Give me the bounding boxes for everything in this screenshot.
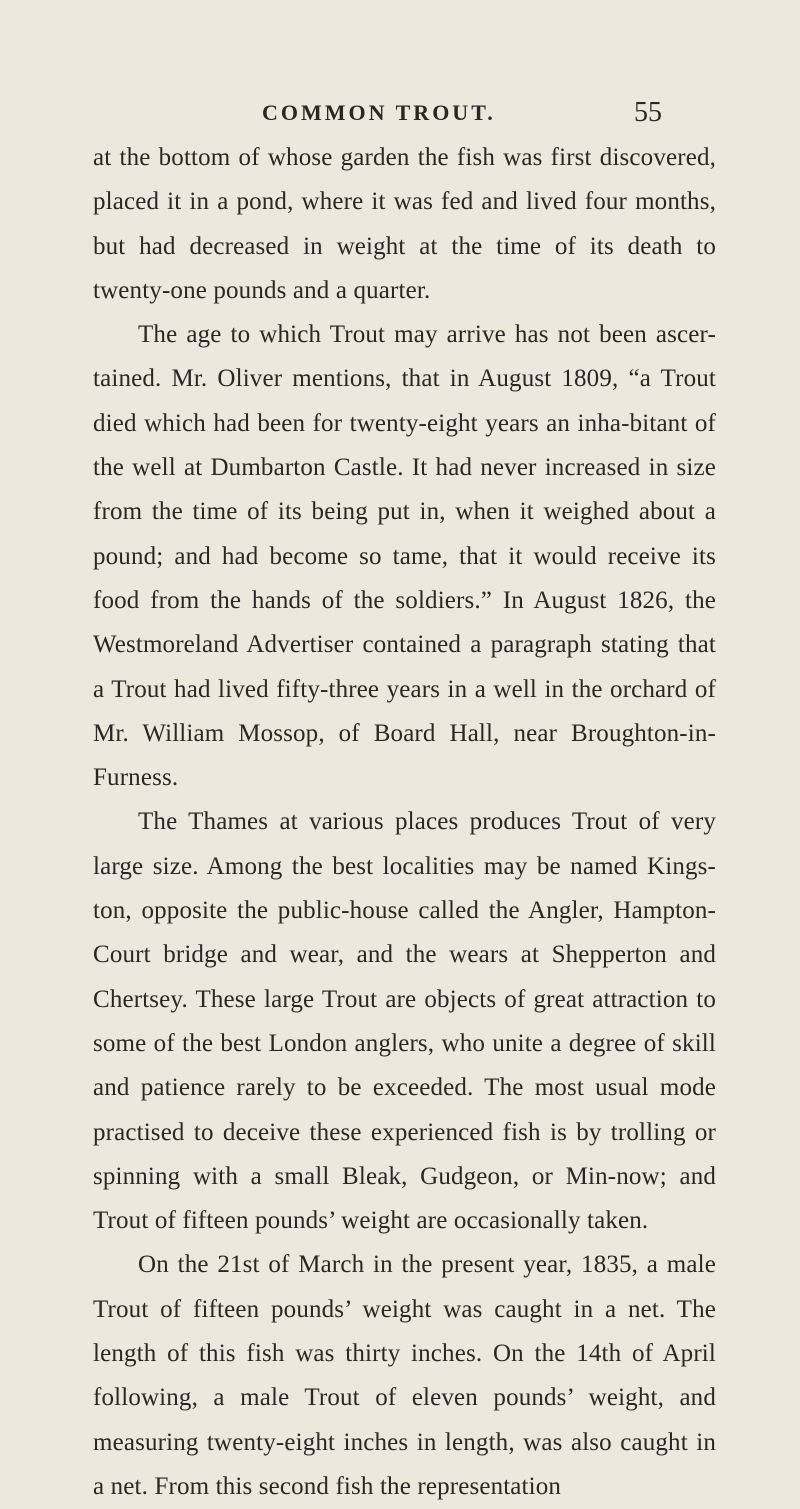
paragraph-trout-age: The age to which Trout may arrive has not been ascer-tained. Mr. Oliver mentions, that in August 1809, “a Trout died which had been for twenty-eight years an inha-bitant of the well at Dumbarton Castle. It had never increased in size from the time of its being put in, when it weighed about a pound; and had become so tame, that it would receive its food from the hands of the soldiers.” In August 1826, the Westmoreland Advertiser contained a paragraph stating that a Trout had lived fifty-three years in a well in the orchard of Mr. William Mossop, of Board Hall, near Broughton-in-Furness. <box>93 321 716 792</box>
page-number: 55 <box>634 97 662 128</box>
paragraph-march-catch: On the 21st of March in the present year, 1835, a male Trout of fifteen pounds’ weight was caught in a net. The length of this fish was thirty inches. On the 14th of April following, a male Trout of eleven pounds’ weight, and measuring twenty-eight inches in length, was also caught in a net. From this second fish the representation <box>93 1251 716 1500</box>
body-text <box>93 136 716 1509</box>
paragraph-thames-trout: The Thames at various places produces Trout of very large size. Among the best localities may be named Kings-ton, opposite the public-house called the Angler, Hampton-Court bridge and wear, and the wears at Shepperton and Chertsey. These large Trout are objects of great attraction to some of the best London anglers, who unite a degree of skill and patience rarely to be exceeded. The most usual mode practised to deceive these experienced fish is by trolling or spinning with a small Bleak, Gudgeon, or Min-now; and Trout of fifteen pounds’ weight are occasionally taken. <box>93 808 716 1235</box>
paragraph-continuation: at the bottom of whose garden the fish was first discovered, placed it in a pond, where it was fed and lived four months, but had decreased in weight at the time of its death to twenty-one pounds and a quarter. <box>93 144 716 304</box>
page-header <box>0 97 800 136</box>
running-title: COMMON TROUT. <box>262 100 496 125</box>
